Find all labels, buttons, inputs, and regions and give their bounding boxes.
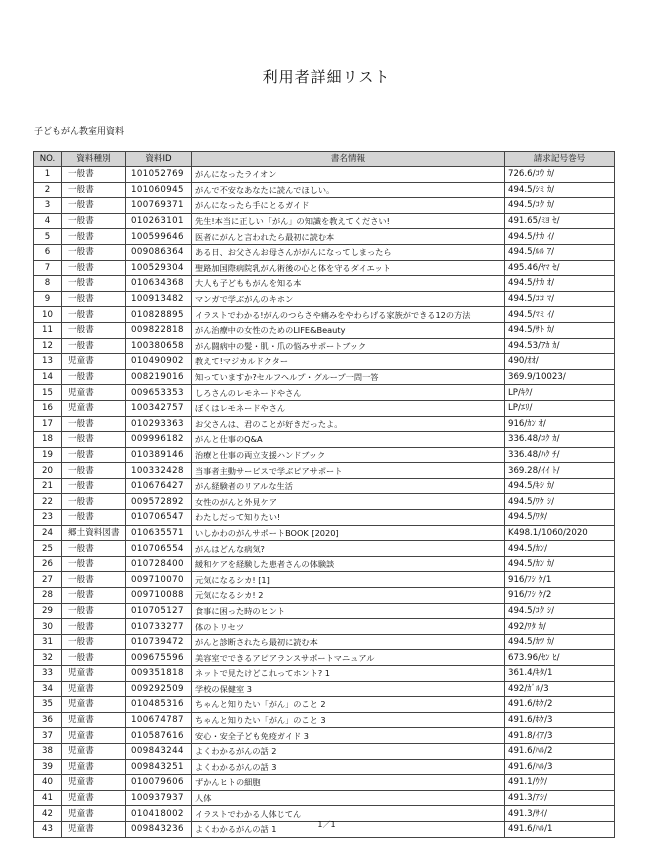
cell-call-number: 916/ﾌｼ ｹ/1 [505, 572, 615, 588]
cell-material-type: 一般書 [62, 369, 126, 385]
cell-no: 31 [34, 634, 62, 650]
cell-call-number: 673.96/ｾﾝ ﾋ/ [505, 650, 615, 666]
cell-title: ちゃんと知りたい「がん」のこと 2 [192, 697, 505, 713]
cell-material-id: 010706554 [126, 541, 192, 557]
cell-title: マンガで学ぶがんのキホン [192, 291, 505, 307]
cell-no: 11 [34, 322, 62, 338]
table-row [34, 338, 615, 354]
cell-material-type: 児童書 [62, 400, 126, 416]
table-row [34, 244, 615, 260]
table-row [34, 478, 615, 494]
table-row [34, 634, 615, 650]
cell-material-type: 児童書 [62, 697, 126, 713]
cell-no: 5 [34, 229, 62, 245]
cell-material-id: 009653353 [126, 385, 192, 401]
cell-material-id: 010828895 [126, 307, 192, 323]
cell-title: ある日、お父さんお母さんががんになってしまったら [192, 244, 505, 260]
table-row [34, 447, 615, 463]
cell-title: いしかわのがんサポートBOOK [2020] [192, 525, 505, 541]
table-row [34, 525, 615, 541]
cell-no: 25 [34, 541, 62, 557]
document-subtitle: 子どもがん教室用資料 [34, 127, 125, 137]
cell-title: 元気になるシカ! [1] [192, 572, 505, 588]
cell-material-type: 一般書 [62, 619, 126, 635]
cell-no: 6 [34, 244, 62, 260]
table-row [34, 432, 615, 448]
cell-material-id: 010389146 [126, 447, 192, 463]
table-row [34, 385, 615, 401]
table-row [34, 167, 615, 183]
cell-material-id: 009675596 [126, 650, 192, 666]
cell-material-id: 101060945 [126, 182, 192, 198]
cell-call-number: 491.1/ｳｸ/ [505, 775, 615, 791]
cell-call-number: 336.48/ﾊｸ ﾁ/ [505, 447, 615, 463]
cell-call-number: LP/ｷｸ/ [505, 385, 615, 401]
cell-no: 32 [34, 650, 62, 666]
cell-title: 医者にがんと言われたら最初に読む本 [192, 229, 505, 245]
cell-no: 23 [34, 510, 62, 526]
cell-call-number: 369.9/10023/ [505, 369, 615, 385]
cell-no: 43 [34, 821, 62, 837]
cell-title: よくわかるがんの話 2 [192, 743, 505, 759]
cell-call-number: 494.5/ｶﾂ ｶ/ [505, 634, 615, 650]
cell-material-type: 一般書 [62, 541, 126, 557]
cell-call-number: 491.3/ｱｼ/ [505, 790, 615, 806]
table-row [34, 603, 615, 619]
cell-material-type: 一般書 [62, 650, 126, 666]
table-row [34, 728, 615, 744]
cell-call-number: LP/ｴﾘ/ [505, 400, 615, 416]
cell-material-id: 100937937 [126, 790, 192, 806]
cell-material-type: 一般書 [62, 198, 126, 214]
cell-title: 安心・安全子ども免疫ガイド 3 [192, 728, 505, 744]
table-row [34, 322, 615, 338]
cell-call-number: 494.5/ｺｸ ｶ/ [505, 198, 615, 214]
cell-material-type: 一般書 [62, 182, 126, 198]
cell-title: お父さんは、君のことが好きだったよ。 [192, 416, 505, 432]
cell-material-type: 一般書 [62, 494, 126, 510]
header-title-info: 書名情報 [192, 152, 505, 167]
cell-material-id: 100529304 [126, 260, 192, 276]
cell-material-type: 児童書 [62, 806, 126, 822]
cell-title: イラストでわかる人体じてん [192, 806, 505, 822]
cell-material-id: 009351818 [126, 666, 192, 682]
cell-title: 食事に困った時のヒント [192, 603, 505, 619]
cell-call-number: 491.6/ﾊﾙ/1 [505, 821, 615, 837]
table-row [34, 416, 615, 432]
cell-no: 28 [34, 588, 62, 604]
cell-no: 2 [34, 182, 62, 198]
cell-material-id: 010728400 [126, 556, 192, 572]
cell-material-id: 100380658 [126, 338, 192, 354]
cell-material-type: 児童書 [62, 681, 126, 697]
cell-title: 先生!本当に正しい「がん」の知識を教えてください! [192, 213, 505, 229]
cell-call-number: 492/ｶﾞﾙ/3 [505, 681, 615, 697]
cell-material-type: 児童書 [62, 728, 126, 744]
cell-call-number: 494.5/ｺｺ ﾏ/ [505, 291, 615, 307]
cell-call-number: 494.5/ﾅｶ ｲ/ [505, 229, 615, 245]
cell-material-type: 一般書 [62, 447, 126, 463]
table-row [34, 510, 615, 526]
cell-material-id: 100769371 [126, 198, 192, 214]
table-row [34, 650, 615, 666]
cell-call-number: 491.65/ﾐﾖ ｾ/ [505, 213, 615, 229]
cell-no: 8 [34, 276, 62, 292]
cell-material-id: 010263101 [126, 213, 192, 229]
cell-material-id: 010706547 [126, 510, 192, 526]
cell-material-type: 一般書 [62, 478, 126, 494]
table-header-row [34, 152, 615, 167]
cell-title: 体のトリセツ [192, 619, 505, 635]
cell-call-number: 491.6/ﾊﾙ/2 [505, 743, 615, 759]
cell-call-number: 494.5/ﾏﾐ ｲ/ [505, 307, 615, 323]
cell-material-type: 一般書 [62, 276, 126, 292]
cell-call-number: 494.5/ｷｼ ｶ/ [505, 478, 615, 494]
cell-no: 7 [34, 260, 62, 276]
cell-call-number: 361.4/ｷﾀ/1 [505, 666, 615, 682]
cell-material-id: 100913482 [126, 291, 192, 307]
table-row [34, 556, 615, 572]
header-no: NO. [34, 152, 62, 167]
cell-no: 33 [34, 666, 62, 682]
cell-material-type: 児童書 [62, 759, 126, 775]
cell-no: 37 [34, 728, 62, 744]
table-row [34, 541, 615, 557]
page-indicator: 1／1 [317, 820, 336, 829]
cell-no: 24 [34, 525, 62, 541]
cell-no: 18 [34, 432, 62, 448]
table-row [34, 697, 615, 713]
table-row [34, 229, 615, 245]
cell-material-id: 010418002 [126, 806, 192, 822]
table-row [34, 307, 615, 323]
cell-call-number: 491.3/ｻｲ/ [505, 806, 615, 822]
table-row [34, 588, 615, 604]
header-material-id: 資料ID [126, 152, 192, 167]
cell-no: 38 [34, 743, 62, 759]
cell-material-id: 009843251 [126, 759, 192, 775]
cell-material-type: 一般書 [62, 338, 126, 354]
cell-no: 41 [34, 790, 62, 806]
cell-material-id: 100342757 [126, 400, 192, 416]
cell-material-type: 郷土資料図書 [62, 525, 126, 541]
cell-no: 10 [34, 307, 62, 323]
cell-title: 教えて!マジカルドクター [192, 354, 505, 370]
cell-material-type: 一般書 [62, 229, 126, 245]
cell-material-type: 一般書 [62, 603, 126, 619]
cell-material-id: 009086364 [126, 244, 192, 260]
cell-no: 13 [34, 354, 62, 370]
table-row [34, 775, 615, 791]
cell-call-number: 494.5/ﾜﾀ/ [505, 510, 615, 526]
table-row [34, 276, 615, 292]
cell-call-number: 491.8/ｲｱ/3 [505, 728, 615, 744]
document-title: 利用者詳細リスト [262, 68, 391, 86]
table-row [34, 712, 615, 728]
cell-material-id: 101052769 [126, 167, 192, 183]
table-row [34, 759, 615, 775]
cell-title: しろさんのレモネードやさん [192, 385, 505, 401]
cell-material-id: 010733277 [126, 619, 192, 635]
cell-material-id: 010676427 [126, 478, 192, 494]
cell-title: がん治療中の女性のためのLIFE&Beauty [192, 322, 505, 338]
table-row [34, 354, 615, 370]
cell-material-id: 100674787 [126, 712, 192, 728]
cell-material-type: 児童書 [62, 385, 126, 401]
header-material-type: 資料種別 [62, 152, 126, 167]
cell-title: ずかんヒトの細胞 [192, 775, 505, 791]
user-detail-table [33, 151, 615, 838]
cell-title: よくわかるがんの話 1 [192, 821, 505, 837]
table-row [34, 260, 615, 276]
cell-material-type: 児童書 [62, 712, 126, 728]
table-body [34, 167, 615, 838]
cell-title: ちゃんと知りたい「がん」のこと 3 [192, 712, 505, 728]
table-row [34, 790, 615, 806]
cell-material-type: 一般書 [62, 213, 126, 229]
cell-title: ネットで見たけどこれってホント? 1 [192, 666, 505, 682]
cell-material-id: 010293363 [126, 416, 192, 432]
cell-title: がんになったら手にとるガイド [192, 198, 505, 214]
cell-no: 12 [34, 338, 62, 354]
cell-material-type: 一般書 [62, 510, 126, 526]
cell-material-id: 010587616 [126, 728, 192, 744]
cell-call-number: 491.6/ﾎｹ/2 [505, 697, 615, 713]
cell-title: 女性のがんと外見ケア [192, 494, 505, 510]
cell-material-type: 一般書 [62, 307, 126, 323]
cell-material-id: 010490902 [126, 354, 192, 370]
table-row [34, 400, 615, 416]
cell-material-type: 児童書 [62, 666, 126, 682]
cell-no: 15 [34, 385, 62, 401]
cell-material-type: 一般書 [62, 588, 126, 604]
cell-title: わたしだって知りたい! [192, 510, 505, 526]
cell-no: 9 [34, 291, 62, 307]
cell-title: がんになったライオン [192, 167, 505, 183]
table-row [34, 369, 615, 385]
cell-no: 16 [34, 400, 62, 416]
cell-title: がんと仕事のQ&A [192, 432, 505, 448]
cell-call-number: K498.1/1060/2020 [505, 525, 615, 541]
cell-call-number: 336.48/ｺｸ ｶ/ [505, 432, 615, 448]
cell-material-type: 一般書 [62, 416, 126, 432]
cell-material-type: 児童書 [62, 354, 126, 370]
cell-no: 27 [34, 572, 62, 588]
cell-no: 1 [34, 167, 62, 183]
cell-title: ぼくはレモネードやさん [192, 400, 505, 416]
cell-material-id: 009843244 [126, 743, 192, 759]
table-row [34, 291, 615, 307]
table-row [34, 213, 615, 229]
cell-material-id: 009292509 [126, 681, 192, 697]
cell-material-id: 009822818 [126, 322, 192, 338]
cell-call-number: 494.5/ｼﾐ ｶ/ [505, 182, 615, 198]
cell-title: がんと診断されたら最初に読む本 [192, 634, 505, 650]
cell-no: 19 [34, 447, 62, 463]
cell-call-number: 916/ﾌｼ ｹ/2 [505, 588, 615, 604]
cell-material-type: 一般書 [62, 260, 126, 276]
cell-call-number: 494.5/ﾙﾙ ｱ/ [505, 244, 615, 260]
cell-call-number: 491.6/ﾊﾙ/3 [505, 759, 615, 775]
cell-call-number: 726.6/ｺｳ ｶ/ [505, 167, 615, 183]
table-row [34, 494, 615, 510]
cell-title: がんはどんな病気? [192, 541, 505, 557]
cell-title: 学校の保健室 3 [192, 681, 505, 697]
cell-title: 元気になるシカ! 2 [192, 588, 505, 604]
cell-call-number: 916/ｶﾝ ｵ/ [505, 416, 615, 432]
cell-title: がん闘病中の髪・肌・爪の悩みサポートブック [192, 338, 505, 354]
table-row [34, 666, 615, 682]
cell-material-id: 010634368 [126, 276, 192, 292]
cell-title: 知っていますか?セルフヘルプ・グループ一問一答 [192, 369, 505, 385]
cell-title: よくわかるがんの話 3 [192, 759, 505, 775]
cell-no: 40 [34, 775, 62, 791]
cell-material-id: 010079606 [126, 775, 192, 791]
cell-no: 36 [34, 712, 62, 728]
cell-call-number: 492/ﾜﾀ ｶ/ [505, 619, 615, 635]
cell-material-id: 009843236 [126, 821, 192, 837]
cell-material-id: 010739472 [126, 634, 192, 650]
table-row [34, 463, 615, 479]
cell-material-id: 100599646 [126, 229, 192, 245]
cell-material-id: 010485316 [126, 697, 192, 713]
cell-material-id: 009710088 [126, 588, 192, 604]
table-row [34, 619, 615, 635]
cell-no: 17 [34, 416, 62, 432]
cell-material-id: 010635571 [126, 525, 192, 541]
cell-material-type: 児童書 [62, 821, 126, 837]
cell-call-number: 491.6/ﾎｹ/3 [505, 712, 615, 728]
cell-call-number: 494.5/ｻﾄ ｶ/ [505, 322, 615, 338]
cell-material-type: 一般書 [62, 167, 126, 183]
cell-call-number: 494.5/ｶﾝ/ [505, 541, 615, 557]
header-call-number: 請求記号巻号 [505, 152, 615, 167]
cell-material-type: 一般書 [62, 556, 126, 572]
cell-no: 39 [34, 759, 62, 775]
cell-call-number: 490/ｵｵ/ [505, 354, 615, 370]
cell-material-id: 010705127 [126, 603, 192, 619]
cell-title: 人体 [192, 790, 505, 806]
cell-title: 聖路加国際病院乳がん術後の心と体を守るダイエット [192, 260, 505, 276]
cell-title: 大人も子どももがんを知る本 [192, 276, 505, 292]
cell-call-number: 369.28/ｲｲ ﾄ/ [505, 463, 615, 479]
cell-no: 26 [34, 556, 62, 572]
cell-material-type: 一般書 [62, 291, 126, 307]
cell-material-type: 一般書 [62, 634, 126, 650]
cell-title: がん経験者のリアルな生活 [192, 478, 505, 494]
cell-no: 20 [34, 463, 62, 479]
cell-material-id: 009572892 [126, 494, 192, 510]
cell-material-type: 一般書 [62, 432, 126, 448]
cell-material-type: 一般書 [62, 244, 126, 260]
cell-call-number: 495.46/ﾔﾏ ｾ/ [505, 260, 615, 276]
cell-no: 29 [34, 603, 62, 619]
table-row [34, 681, 615, 697]
cell-no: 42 [34, 806, 62, 822]
table-row [34, 743, 615, 759]
cell-title: 治療と仕事の両立支援ハンドブック [192, 447, 505, 463]
cell-material-type: 一般書 [62, 572, 126, 588]
cell-no: 21 [34, 478, 62, 494]
cell-call-number: 494.5/ｶﾝ ｶ/ [505, 556, 615, 572]
cell-call-number: 494.53/ｱｶ ｶ/ [505, 338, 615, 354]
cell-no: 22 [34, 494, 62, 510]
cell-no: 35 [34, 697, 62, 713]
cell-call-number: 494.5/ｺｸ ｼ/ [505, 603, 615, 619]
cell-no: 4 [34, 213, 62, 229]
cell-title: 緩和ケアを経験した患者さんの体験談 [192, 556, 505, 572]
cell-material-type: 一般書 [62, 463, 126, 479]
table-row [34, 198, 615, 214]
cell-material-type: 児童書 [62, 775, 126, 791]
cell-material-type: 児童書 [62, 790, 126, 806]
cell-title: イラストでわかる!がんのつらさや痛みをやわらげる家族ができる12の方法 [192, 307, 505, 323]
cell-no: 14 [34, 369, 62, 385]
cell-material-id: 008219016 [126, 369, 192, 385]
cell-title: 当事者主動サービスで学ぶピアサポート [192, 463, 505, 479]
cell-material-id: 009710070 [126, 572, 192, 588]
table-row [34, 182, 615, 198]
cell-no: 3 [34, 198, 62, 214]
cell-title: 美容室でできるアピアランスサポートマニュアル [192, 650, 505, 666]
table-row [34, 572, 615, 588]
cell-material-id: 100332428 [126, 463, 192, 479]
cell-material-id: 009996182 [126, 432, 192, 448]
cell-no: 34 [34, 681, 62, 697]
cell-call-number: 494.5/ﾅｶ ｵ/ [505, 276, 615, 292]
cell-material-type: 児童書 [62, 743, 126, 759]
cell-material-type: 一般書 [62, 322, 126, 338]
cell-no: 30 [34, 619, 62, 635]
cell-title: がんで不安なあなたに読んでほしい。 [192, 182, 505, 198]
cell-call-number: 494.5/ﾜｹ ｼ/ [505, 494, 615, 510]
